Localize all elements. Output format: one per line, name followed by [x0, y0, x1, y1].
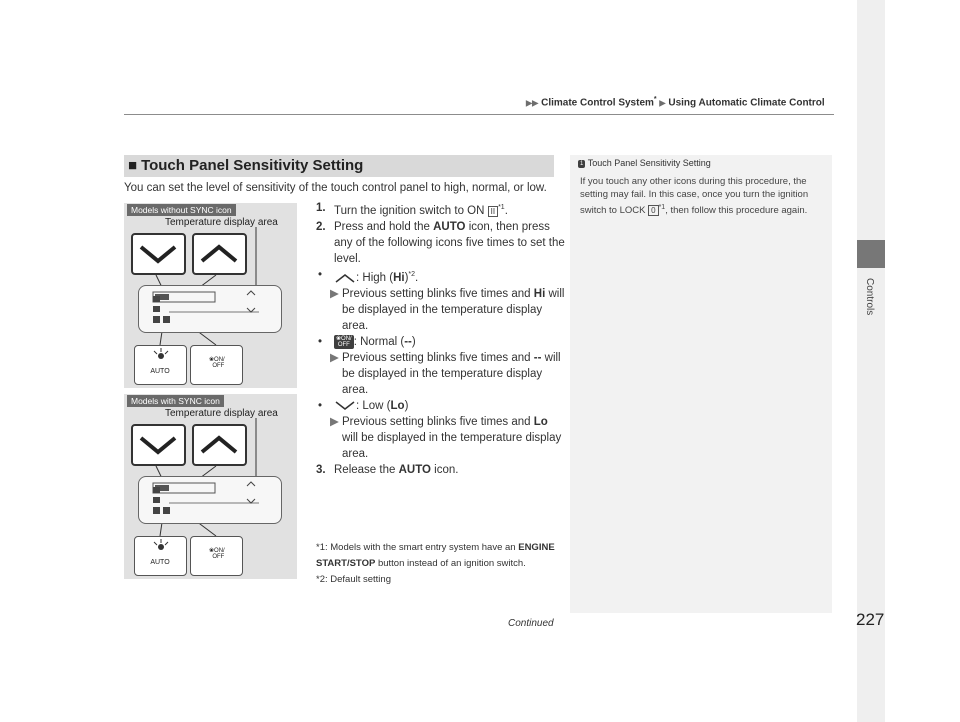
- footnote-2: *2: Default setting: [316, 574, 391, 585]
- page-number: 227: [856, 610, 885, 629]
- note-title: 1 Touch Panel Sensitivity Setting: [580, 158, 711, 168]
- climate-panel-illustration: [138, 476, 282, 524]
- temperature-display-label: Temperature display area: [165, 217, 278, 228]
- onoff-button-illustration: [190, 345, 243, 385]
- up-arrow-button: [192, 233, 247, 275]
- breadcrumb-arrow-icon: ▶▶: [526, 98, 539, 108]
- climate-panel-illustration: [138, 285, 282, 333]
- step-2: 2. Press and hold the AUTO icon, then press any of the following icons five times to set the level.: [316, 220, 565, 265]
- fan-onoff-icon: ❀ON/ OFF: [209, 548, 225, 560]
- breadcrumb-item-climate[interactable]: Climate Control System: [541, 97, 654, 109]
- side-tab-marker: [857, 240, 885, 268]
- lock-key-icon: 0: [648, 205, 658, 216]
- steps-list: [316, 200, 566, 478]
- step-3: 3. Release the AUTO icon.: [316, 463, 459, 476]
- onoff-button-illustration: [190, 536, 243, 576]
- down-arrow-button: [131, 424, 186, 466]
- auto-button-illustration: AUTO: [134, 536, 187, 576]
- result-arrow-icon: ▶: [330, 351, 339, 364]
- down-arrow-button: [131, 233, 186, 275]
- option-normal-result: ▶ Previous setting blinks five times and -- will be displayed in the temperature display area.: [330, 351, 561, 396]
- chevron-down-icon: [334, 401, 356, 411]
- section-title: Touch Panel Sensitivity Setting: [141, 157, 364, 174]
- ignition-on-key-icon: II: [488, 206, 498, 217]
- option-low: • : Low (Lo): [318, 399, 409, 412]
- note-box: [570, 155, 832, 613]
- chevron-up-icon: [194, 235, 245, 273]
- result-arrow-icon: ▶: [330, 415, 339, 428]
- fan-icon: [151, 539, 171, 551]
- footnotes: [316, 540, 566, 588]
- header-rule: [124, 114, 834, 115]
- fan-onoff-icon: ❀ON/ OFF: [336, 335, 352, 348]
- chevron-up-icon: [334, 273, 356, 283]
- continued-label: Continued: [508, 618, 554, 629]
- breadcrumb-mark: *: [653, 96, 657, 103]
- option-normal: • ❀ON/ OFF : Normal (--): [318, 335, 416, 348]
- figure-with-sync: [124, 394, 297, 579]
- fan-onoff-icon: ❀ON/ OFF: [209, 357, 225, 369]
- section-bullet: ■: [128, 157, 138, 174]
- option-high: • : High $(Hi)^{*2}$.: [318, 268, 419, 284]
- figure-label: Models with SYNC icon: [127, 395, 224, 407]
- breadcrumb-item-automatic[interactable]: Using Automatic Climate Control: [668, 97, 825, 109]
- temperature-display-label: Temperature display area: [165, 408, 278, 419]
- chevron-down-icon: [133, 235, 184, 273]
- result-arrow-icon: ▶: [330, 287, 339, 300]
- chevron-up-icon: [194, 426, 245, 464]
- figure-label: Models without SYNC icon: [127, 204, 236, 216]
- step-1: 1. Turn the ignition switch to ON II $^{*1}$.: [316, 202, 508, 217]
- footnote-1: *1: Models with the smart entry system have an ENGINE START/STOP button instead of an ignition switch.: [316, 542, 555, 569]
- breadcrumb: [526, 96, 825, 108]
- section-header: [124, 155, 554, 177]
- auto-button-illustration: AUTO: [134, 345, 187, 385]
- option-low-result: ▶ Previous setting blinks five times and Lo will be displayed in the temperature display area.: [330, 415, 562, 460]
- note-marker: 1: [580, 160, 584, 167]
- note-body: If you touch any other icons during this procedure, the setting may fail. In this case, once you turn the ignition switch to LOCK 0 $^{*1}$, then follow this procedure again.: [580, 176, 809, 217]
- section-intro: You can set the level of sensitivity of the touch control panel to high, normal, or low.: [124, 182, 547, 194]
- breadcrumb-arrow-icon: ▶: [659, 98, 666, 108]
- up-arrow-button: [192, 424, 247, 466]
- side-tab-label[interactable]: Controls: [864, 278, 875, 316]
- option-high-result: ▶ Previous setting blinks five times and Hi will be displayed in the temperature display area.: [330, 287, 565, 332]
- figure-without-sync: [124, 203, 297, 388]
- fan-icon: [151, 348, 171, 360]
- chevron-down-icon: [133, 426, 184, 464]
